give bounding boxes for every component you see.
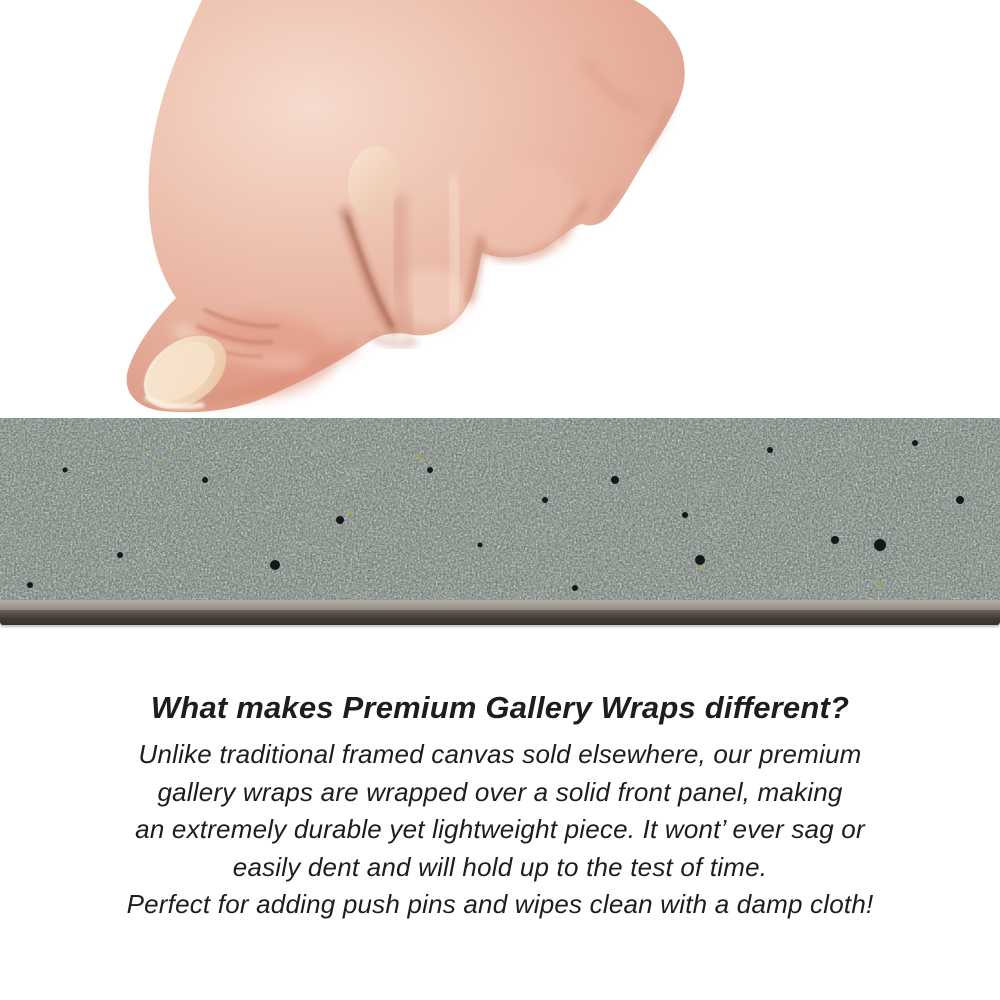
index-tip-crease — [372, 336, 415, 344]
hand-illustration — [0, 0, 1000, 418]
headline: What makes Premium Gallery Wraps different? — [150, 690, 850, 725]
marketing-copy — [0, 660, 1000, 924]
index-highlight — [452, 180, 457, 315]
canvas-texture — [0, 418, 1000, 600]
body-line-2: gallery wraps are wrapped over a solid front panel, making — [157, 776, 843, 807]
canvas-dark-edge — [0, 610, 1000, 625]
canvas-roll-edge — [0, 600, 1000, 610]
canvas-strip — [0, 418, 1000, 625]
body-line-3: an extremely durable yet lightweight piece. It wont’ ever sag or — [135, 814, 865, 844]
body-line-5: Perfect for adding push pins and wipes clean with a damp cloth! — [126, 889, 874, 919]
body-line-4: easily dent and will hold up to the test of time. — [232, 851, 768, 882]
body-line-1: Unlike traditional framed canvas sold elsewhere, our premium — [138, 739, 862, 769]
hand-photo-area — [0, 0, 1000, 418]
canvas-texture-noise — [0, 418, 1000, 600]
